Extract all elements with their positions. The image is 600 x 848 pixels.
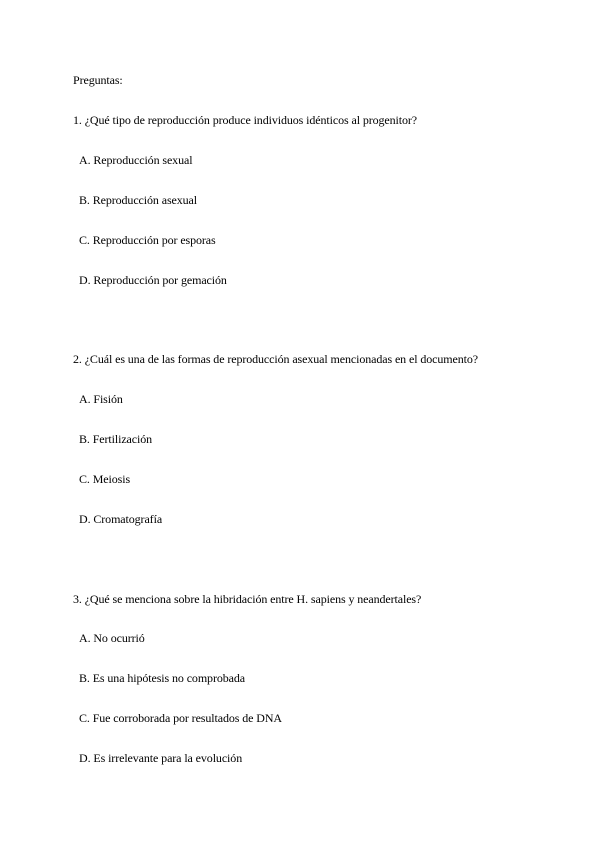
question-text: 1. ¿Qué tipo de reproducción produce individuos idénticos al progenitor? [73,113,418,127]
answer-option: A. No ocurrió [79,631,145,645]
answer-option: B. Es una hipótesis no comprobada [79,671,246,685]
answer-option: B. Fertilización [79,432,153,446]
answer-option: A. Reproducción sexual [79,153,193,167]
answer-option: C. Meiosis [79,472,131,486]
answer-option: C. Fue corroborada por resultados de DNA [79,711,282,725]
answer-option: A. Fisión [79,392,123,406]
answer-option: B. Reproducción asexual [79,193,197,207]
answer-option: D. Cromatografía [79,512,163,526]
answer-option: C. Reproducción por esporas [79,233,216,247]
section-heading: Preguntas: [73,73,123,87]
question-text: 2. ¿Cuál es una de las formas de reproducción asexual mencionadas en el documento? [73,352,478,366]
answer-option: D. Reproducción por gemación [79,273,227,287]
answer-option: D. Es irrelevante para la evolución [79,751,243,765]
question-text: 3. ¿Qué se menciona sobre la hibridación entre H. sapiens y neandertales? [73,592,422,606]
